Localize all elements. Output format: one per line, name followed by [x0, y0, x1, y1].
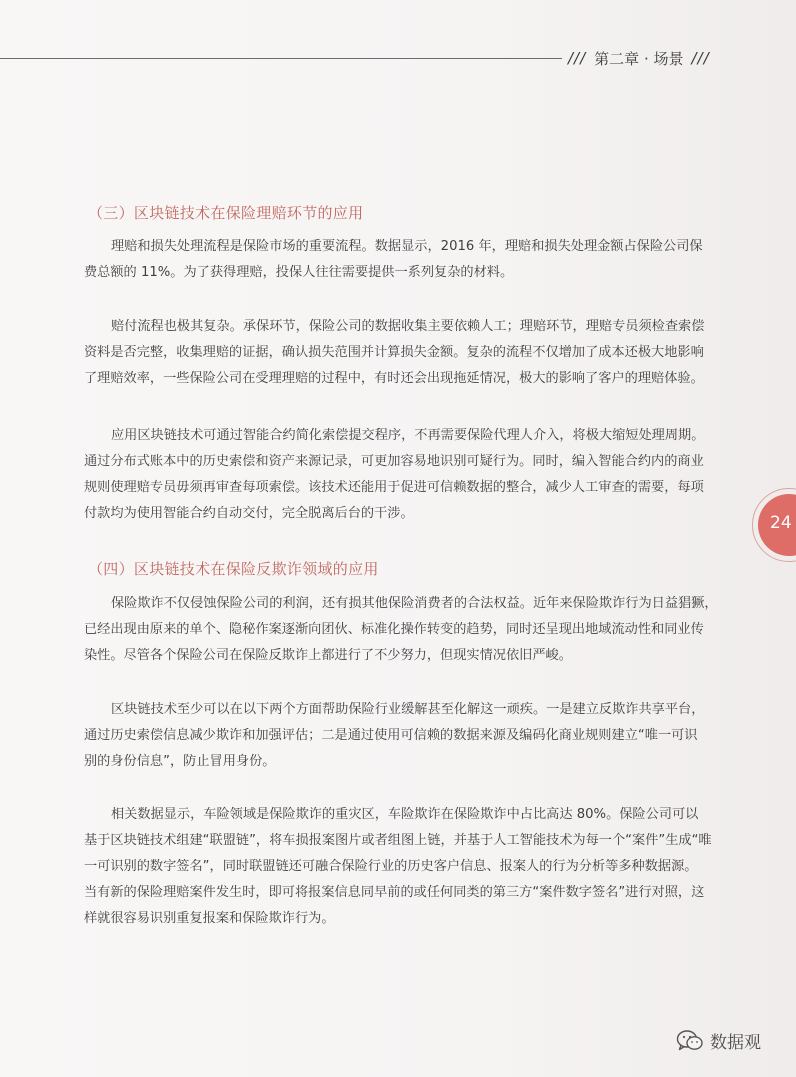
wechat-icon — [676, 1029, 704, 1053]
section-heading-3: （三）区块链技术在保险理赔环节的应用 — [88, 204, 364, 222]
paragraph-line: 区块链技术至少可以在以下两个方面帮助保险行业缓解甚至化解这一顽疾。一是建立反欺诈共享平台， — [111, 702, 705, 717]
paragraph — [84, 802, 720, 932]
paragraph — [84, 314, 720, 392]
paragraph-line: 理赔和损失处理流程是保险市场的重要流程。数据显示，2016 年，理赔和损失处理金额占保险公司保 — [111, 239, 703, 254]
watermark — [676, 1028, 761, 1053]
paragraph-line: 保险欺诈不仅侵蚀保险公司的利润，还有损其他保险消费者的合法权益。近年来保险欺诈行为日益猖獗， — [111, 596, 718, 611]
paragraph — [84, 591, 720, 669]
paragraph-line: 资料是否完整，收集理赔的证据，确认损失范围并计算损失金额。复杂的流程不仅增加了成本还极大地影响 — [84, 345, 704, 360]
paragraph-line: 应用区块链技术可通过智能合约简化索偿提交程序，不再需要保险代理人介入，将极大缩短处理周期。 — [111, 428, 705, 443]
paragraph-line: 付款均为使用智能合约自动交付，完全脱离后台的干涉。 — [84, 506, 414, 521]
chapter-header — [568, 46, 710, 70]
paragraph-line: 相关数据显示，车险领域是保险欺诈的重灾区，车险欺诈在保险欺诈中占比高达 80%。保险公司可以 — [111, 807, 699, 822]
header-slashes-right: /// — [691, 49, 710, 67]
paragraph — [84, 234, 720, 286]
paragraph-line: 通过历史索偿信息减少欺诈和加强评估；二是通过使用可信赖的数据来源及编码化商业规则建立“唯一可识 — [84, 728, 698, 743]
paragraph-line: 基于区块链技术组建“联盟链”，将车损报案图片或者组图上链，并基于人工智能技术为每一个“案件”生成“唯 — [84, 833, 712, 848]
paragraph — [84, 423, 720, 527]
watermark-text: 数据观 — [710, 1033, 761, 1053]
paragraph-line: 一可识别的数字签名”，同时联盟链还可融合保险行业的历史客户信息、报案人的行为分析等多种数据源。 — [84, 859, 698, 874]
paragraph-line: 染性。尽管各个保险公司在保险反欺诈上都进行了不少努力，但现实情况依旧严峻。 — [84, 648, 572, 663]
chapter-title: 第二章 · 场景 — [594, 49, 684, 68]
paragraph-line: 别的身份信息”，防止冒用身份。 — [84, 754, 276, 769]
header-rule — [0, 58, 562, 59]
header-slashes-left: /// — [568, 49, 587, 67]
paragraph-line: 已经出现由原来的单个、隐秘作案逐渐向团伙、标准化操作转变的趋势，同时还呈现出地域流动性和同业传 — [84, 622, 704, 637]
section-heading-4: （四）区块链技术在保险反欺诈领域的应用 — [88, 560, 379, 578]
paragraph-line: 费总额的 11%。为了获得理赔，投保人往往需要提供一系列复杂的材料。 — [84, 265, 514, 280]
paragraph-line: 样就很容易识别重复报案和保险欺诈行为。 — [84, 911, 335, 926]
paragraph-line: 当有新的保险理赔案件发生时，即可将报案信息同早前的或任何同类的第三方“案件数字签名”进行对照，这 — [84, 885, 705, 900]
paragraph-line: 规则使理赔专员毋须再审查每项索偿。该技术还能用于促进可信赖数据的整合，减少人工审查的需要，每项 — [84, 480, 704, 495]
paragraph — [84, 697, 720, 775]
paragraph-line: 了理赔效率，一些保险公司在受理理赔的过程中，有时还会出现拖延情况，极大的影响了客户的理赔体验。 — [84, 371, 704, 386]
paragraph-line: 赔付流程也极其复杂。承保环节，保险公司的数据收集主要依赖人工；理赔环节，理赔专员须检查索偿 — [111, 319, 705, 334]
paragraph-line: 通过分布式账本中的历史索偿和资产来源记录，可更加容易地识别可疑行为。同时，编入智能合约内的商业 — [84, 454, 704, 469]
page-number: 24 — [770, 513, 792, 533]
page-number-tab — [750, 488, 796, 562]
